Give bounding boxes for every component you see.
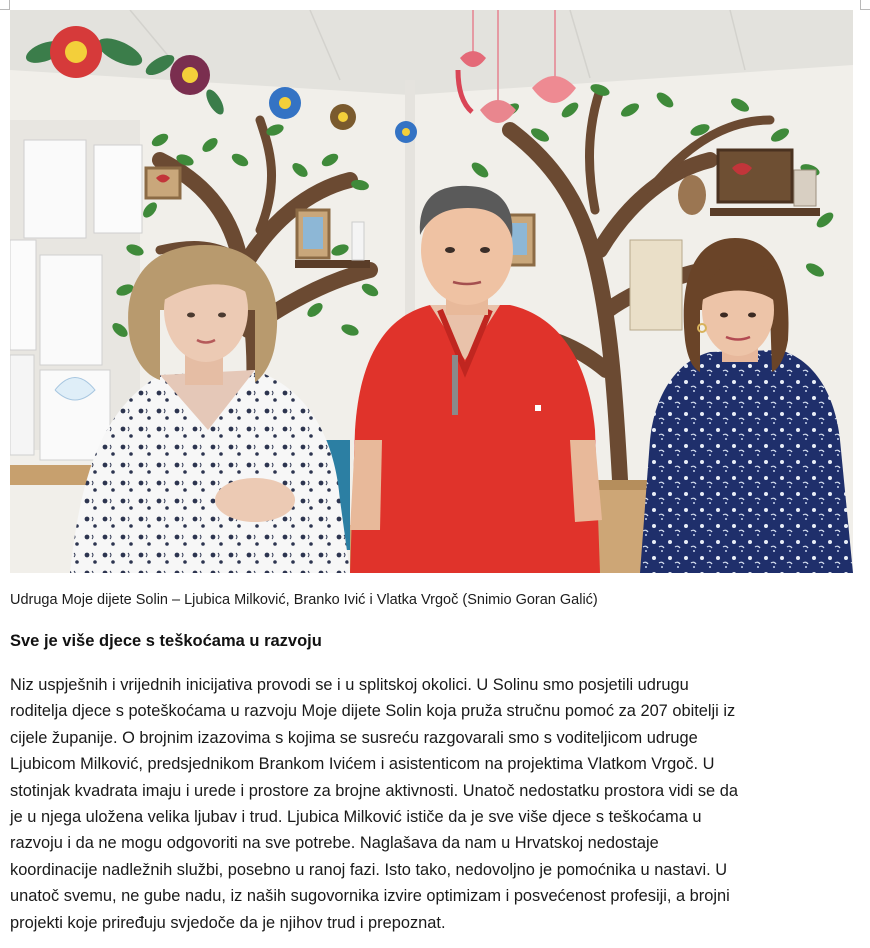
paragraph-line: koordinacije nadležnih službi, posebno u ranoj fazi. Isto tako, nedovoljno je pomoćnika u nastavi. U: [10, 860, 728, 879]
paragraph-line: je u njega uložena velika ljubav i trud. Ljubica Milković ističe da je sve više djece s teškoćama u: [10, 808, 702, 827]
paragraph-line: cijele županije. O brojnim izazovima s kojima se susreću razgovarali smo s voditeljicom udruge: [10, 728, 698, 747]
paragraph-line: projekti koje priređuju svjedoče da je njihov trud i prepoznat.: [10, 913, 446, 932]
article-photo: [10, 10, 853, 573]
page-corner-mark-right: [860, 0, 870, 10]
paragraph-line: razvoju i da ne mogu odgovoriti na sve potrebe. Naglašava da nam u Hrvatskoj nedostaje: [10, 834, 659, 853]
paragraph-line: unatoč svemu, ne gube nadu, iz naših sugovornika izvire optimizam i posvećenost profesiji, a brojni: [10, 887, 730, 906]
article-paragraph: [10, 672, 860, 936]
photo-caption: Udruga Moje dijete Solin – Ljubica Milković, Branko Ivić i Vlatka Vrgoč (Snimio Goran Galić): [10, 592, 598, 608]
photo-illustration: [10, 10, 853, 573]
article-subheading: Sve je više djece s teškoćama u razvoju: [10, 632, 322, 650]
page-corner-mark-left: [0, 0, 10, 10]
paragraph-line: Niz uspješnih i vrijednih inicijativa provodi se i u splitskoj okolici. U Solinu smo posjetili udrugu: [10, 676, 689, 694]
paragraph-line: roditelja djece s poteškoćama u razvoju Moje dijete Solin koja pruža stručnu pomoć za 207 obitelji iz: [10, 702, 736, 721]
paragraph-line: stotinjak kvadrata imaju i urede i prostore za brojne aktivnosti. Unatoč nedostatku prostora vidi se da: [10, 781, 738, 800]
paragraph-line: Ljubicom Milković, predsjednikom Brankom Ivićem i asistenticom na projektima Vlatkom Vrgoč. U: [10, 755, 715, 774]
